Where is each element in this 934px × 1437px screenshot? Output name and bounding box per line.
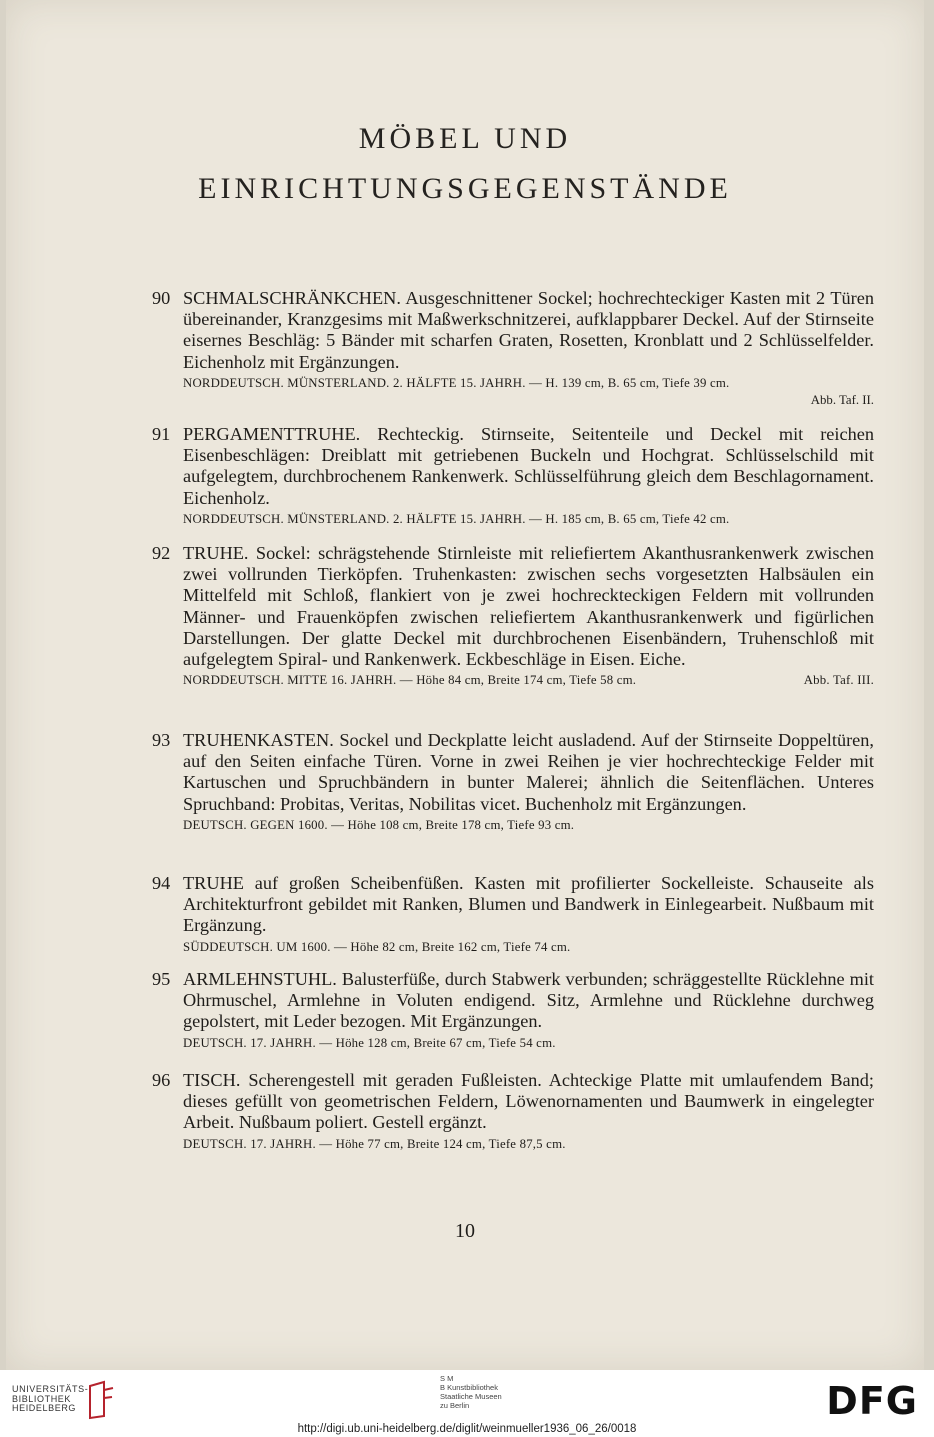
entry-meta-text: DEUTSCH. 17. JAHRH. — Höhe 77 cm, Breite 124 cm, Tiefe 87,5 cm. — [183, 1136, 566, 1151]
entry-description: TRUHENKASTEN. Sockel und Deckplatte leicht ausladend. Auf der Stirnseite Doppeltüren, auf den Seiten einfache Türen. Vorne in zwei Reihen je vier hochrechteckige Felder mit Kartuschen und Spruchbändern in bunter Malerei; ähnlich die Seitenflächen. Unteres Spruchband: Probitas, Veritas, Nobilitas vicet. Buchenholz mit Ergänzungen. — [183, 730, 874, 814]
entry-meta — [183, 1136, 874, 1153]
entry-meta — [183, 511, 874, 528]
entry-number: 96 — [152, 1070, 171, 1090]
entry-number: 95 — [152, 969, 171, 989]
page-number: 10 — [455, 1220, 475, 1242]
catalog-entry-90 — [152, 288, 874, 408]
entry-figure-ref: Abb. Taf. II. — [810, 392, 874, 407]
permalink-url[interactable]: http://digi.ub.uni-heidelberg.de/diglit/weinmueller1936_06_26/0018 — [297, 1423, 637, 1435]
entry-meta-text: NORDDEUTSCH. MÜNSTERLAND. 2. HÄLFTE 15. JAHRH. — H. 185 cm, B. 65 cm, Tiefe 42 cm. — [183, 511, 730, 526]
entry-meta-text: NORDDEUTSCH. MITTE 16. JAHRH. — Höhe 84 cm, Breite 174 cm, Tiefe 58 cm. — [183, 673, 637, 688]
entry-number: 93 — [152, 730, 171, 750]
catalog-entry-92 — [152, 543, 874, 689]
entry-figure-ref: Abb. Taf. III. — [803, 673, 874, 688]
page-title-line1: MÖBEL UND — [358, 122, 572, 155]
entry-number: 91 — [152, 424, 171, 444]
entry-number: 94 — [152, 873, 171, 893]
catalog-entry-96 — [152, 1070, 874, 1153]
entry-meta — [183, 817, 874, 834]
entry-description: PERGAMENTTRUHE. Rechteckig. Stirnseite, Seitenteile und Deckel mit reichen Eisenbeschlägen: Dreiblatt mit getriebenen Buckeln und Hochgrat. Schlüsselschild mit aufgelegtem, durchbrochenem Rankenwerk. Schlüsselführung gleich dem Beschlagornament. Eichenholz. — [183, 424, 874, 508]
entry-meta — [183, 375, 874, 392]
entry-meta — [183, 1035, 874, 1052]
catalog-entry-94 — [152, 873, 874, 956]
dfg-logo: DFG — [826, 1379, 918, 1423]
kunstbibliothek-logo: S M B Kunstbibliothek Staatliche Museen zu Berlin — [440, 1374, 502, 1410]
catalog-page — [6, 0, 924, 1370]
digitization-footer — [0, 1370, 934, 1437]
page-title-line2: EINRICHTUNGSGEGENSTÄNDE — [198, 172, 732, 205]
entry-description: ARMLEHNSTUHL. Balusterfüße, durch Stabwerk verbunden; schräggestellte Rücklehne mit Ohrmuschel, Armlehne in Voluten endigend. Sitz, Armlehne und Rücklehne durchweg gepolstert, mit Leder bezogen. Mit Ergänzungen. — [183, 969, 874, 1032]
entry-meta-text: DEUTSCH. 17. JAHRH. — Höhe 128 cm, Breite 67 cm, Tiefe 54 cm. — [183, 1035, 556, 1050]
entry-description: TRUHE. Sockel: schrägstehende Stirnleiste mit reliefiertem Akanthusrankenwerk zwischen zwei vollrunden Tierköpfen. Truhenkasten: zwischen sechs vorgesetzten Halbsäulen ein Mittelfeld mit Schloß, flankiert von je zwei hochreckteckigen Feldern mit vollrunden Männer- und Frauenköpfen zwischen reliefiertem Akanthusrankenwerk und figürlichen Darstellungen. Der glatte Deckel mit durchbrochenen Eisenbändern, Truhenschloß mit aufgelegtem Spiral- und Rankenwerk. Eckbeschläge in Eisen. Eiche. — [183, 543, 874, 670]
entry-description: SCHMALSCHRÄNKCHEN. Ausgeschnittener Sockel; hochrechteckiger Kasten mit 2 Türen übereinander, Kranzgesims mit Maßwerkschnitzerei, aufklappbarer Deckel. Auf der Stirnseite eisernes Beschläg: 5 Bänder mit scharfen Graten, Rosetten, Kronblatt und 2 Schlüsselfelder. Eichenholz mit Ergänzungen. — [183, 288, 874, 372]
catalog-entry-93 — [152, 730, 874, 834]
university-logo-icon — [86, 1380, 116, 1420]
entry-meta-text: NORDDEUTSCH. MÜNSTERLAND. 2. HÄLFTE 15. JAHRH. — H. 139 cm, B. 65 cm, Tiefe 39 cm. — [183, 375, 730, 390]
catalog-entry-91 — [152, 424, 874, 528]
entry-description: TRUHE auf großen Scheibenfüßen. Kasten mit profilierter Sockelleiste. Schauseite als Architekturfront gebildet mit Ranken, Blumen und Bandwerk in Einlegearbeit. Nußbaum mit Ergänzung. — [183, 873, 874, 936]
catalog-entry-95 — [152, 969, 874, 1052]
entry-meta-text: SÜDDEUTSCH. UM 1600. — Höhe 82 cm, Breite 162 cm, Tiefe 74 cm. — [183, 939, 571, 954]
entry-meta-text: DEUTSCH. GEGEN 1600. — Höhe 108 cm, Breite 178 cm, Tiefe 93 cm. — [183, 817, 575, 832]
entry-meta — [183, 672, 874, 689]
entry-meta — [183, 939, 874, 956]
entry-description: TISCH. Scherengestell mit geraden Fußleisten. Achteckige Platte mit umlaufendem Band; dieses gefüllt von geometrischen Feldern, Löwenornamenten und Baumwerk in eingelegter Arbeit. Nußbaum poliert. Gestell ergänzt. — [183, 1070, 874, 1133]
entry-number: 92 — [152, 543, 171, 563]
university-library-label: UNIVERSITÄTS- BIBLIOTHEK HEIDELBERG — [12, 1384, 89, 1413]
entry-number: 90 — [152, 288, 171, 308]
